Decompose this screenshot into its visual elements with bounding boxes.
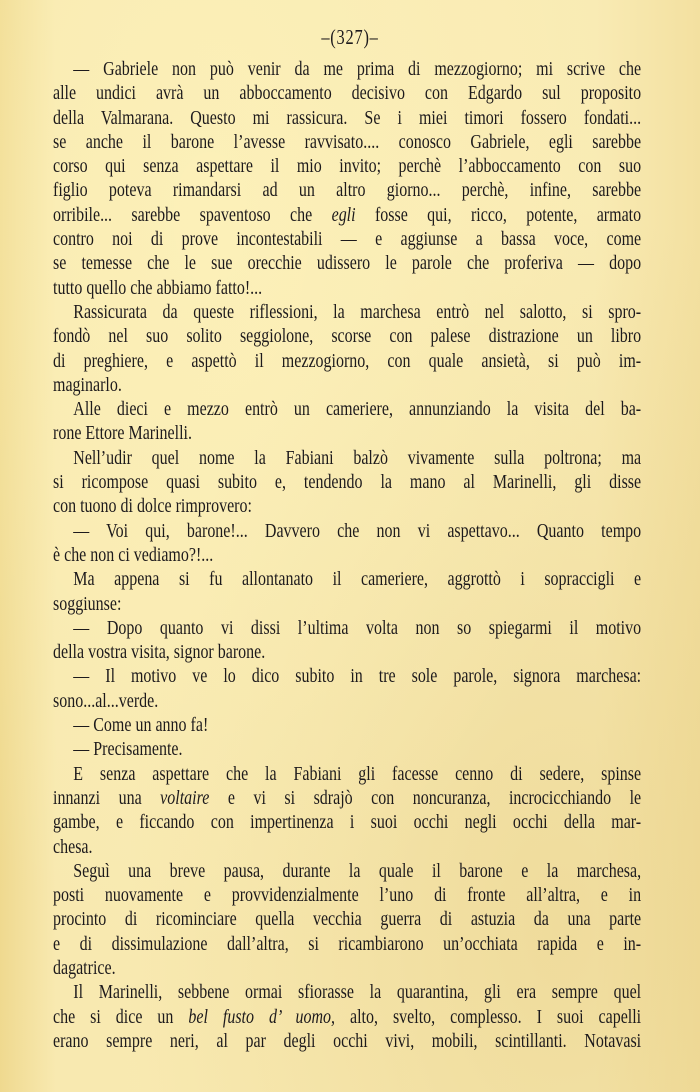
text-line: Ma appena si fu allontanato il cameriere, aggrottò i sopraccigli e (73, 568, 642, 591)
text-line: Seguì una breve pausa, durante la quale il barone e la marchesa, (73, 859, 642, 882)
text-line (53, 1005, 641, 1029)
text-line: procinto di ricominciare quella vecchia guerra di astuzia da una parte (53, 908, 642, 931)
text-line: — Come un anno fa! (73, 714, 209, 737)
text-line: rone Ettore Marinelli. (53, 422, 192, 445)
text-line (53, 203, 641, 227)
text-line: Il Marinelli, sebbene ormai sfiorasse la quarantina, gli era sempre quel (73, 981, 642, 1004)
text-line: sono...al...verde. (53, 689, 159, 712)
text-line: dagatrice. (53, 956, 116, 979)
text-run: innanzi una (53, 786, 161, 809)
text-line: e di dissimulazione dall’altra, si ricambiarono un’occhiata rapida e in- (53, 932, 642, 955)
text-run: alto, svelto, complesso. I suoi capelli (335, 1005, 642, 1028)
text-line: — Precisamente. (73, 738, 183, 761)
text-line: — Dopo quanto vi dissi l’ultima volta non so spiegarmi il motivo (73, 616, 642, 639)
text-run: orribile... sarebbe spaventoso che (53, 203, 332, 226)
text-line: gambe, e ficcando con impertinenza i suoi occhi negli occhi della mar- (53, 811, 642, 834)
text-line: figlio poteva rimandarsi ad un altro giorno... perchè, infine, sarebbe (53, 179, 642, 202)
text-line: della Valmarana. Questo mi rassicura. Se i miei timori fossero fondati... (53, 106, 642, 129)
text-line: chesa. (53, 835, 93, 858)
text-line: fondò nel suo solito seggiolone, scorse con palese distrazione un libro (53, 325, 642, 348)
text-line: si ricompose quasi subito e, tendendo la mano al Marinelli, gli disse (53, 471, 642, 494)
text-line: — Gabriele non può venir da me prima di mezzogiorno; mi scrive che (73, 58, 642, 80)
page-number: –(327)– (321, 25, 379, 49)
text-line: E senza aspettare che la Fabiani gli facesse cenno di sedere, spinse (73, 762, 642, 785)
text-line: se anche il barone l’avesse ravvisato.... conosco Gabriele, egli sarebbe (53, 130, 642, 153)
italic-text-run: bel fusto d’ uomo, (188, 1005, 336, 1028)
text-line: alle undici avrà un abboccamento decisivo con Edgardo sul proposito (53, 82, 642, 105)
page-text (53, 57, 641, 1053)
text-line: contro noi di prove incontestabili — e aggiunse a bassa voce, come (53, 228, 642, 251)
text-run: e vi si sdrajò con noncuranza, incrocicchiando le (209, 786, 642, 809)
text-line: di preghiere, e aspettò il mezzogiorno, con quale ansietà, si può im- (53, 349, 642, 372)
text-line: soggiunse: (53, 592, 122, 615)
italic-text-run: egli (331, 203, 356, 226)
text-line: è che non ci vediamo?!... (53, 543, 214, 566)
text-line: della vostra visita, signor barone. (53, 641, 266, 664)
text-line: — Voi qui, barone!... Davvero che non vi aspettavo... Quanto tempo (73, 519, 642, 542)
text-line: tutto quello che abbiamo fatto!... (53, 276, 263, 299)
text-line: se temesse che le sue orecchie udissero le parole che proferiva — dopo (53, 252, 642, 275)
text-line (53, 786, 641, 810)
text-line: — Il motivo ve lo dico subito in tre sole parole, signora marchesa: (73, 665, 642, 688)
text-run: che si dice un (53, 1005, 189, 1028)
text-line: posti nuovamente e provvidenzialmente l’uno di fronte all’altra, e in (53, 884, 642, 907)
text-line: Rassicurata da queste riflessioni, la marchesa entrò nel salotto, si spro- (73, 300, 642, 323)
text-line: corso qui senza aspettare il mio invito; perchè l’abboccamento con suo (53, 155, 642, 178)
text-line: con tuono di dolce rimprovero: (53, 495, 252, 518)
text-run: fosse qui, ricco, potente, armato (355, 203, 642, 226)
text-line: Alle dieci e mezzo entrò un cameriere, annunziando la visita del ba- (73, 398, 642, 421)
text-line: erano sempre neri, al par degli occhi vivi, mobili, scintillanti. Notavasi (53, 1029, 642, 1052)
text-line: Nell’udir quel nome la Fabiani balzò vivamente sulla poltrona; ma (73, 446, 642, 469)
text-line: maginarlo. (53, 373, 122, 396)
italic-text-run: voltaire (160, 786, 210, 809)
